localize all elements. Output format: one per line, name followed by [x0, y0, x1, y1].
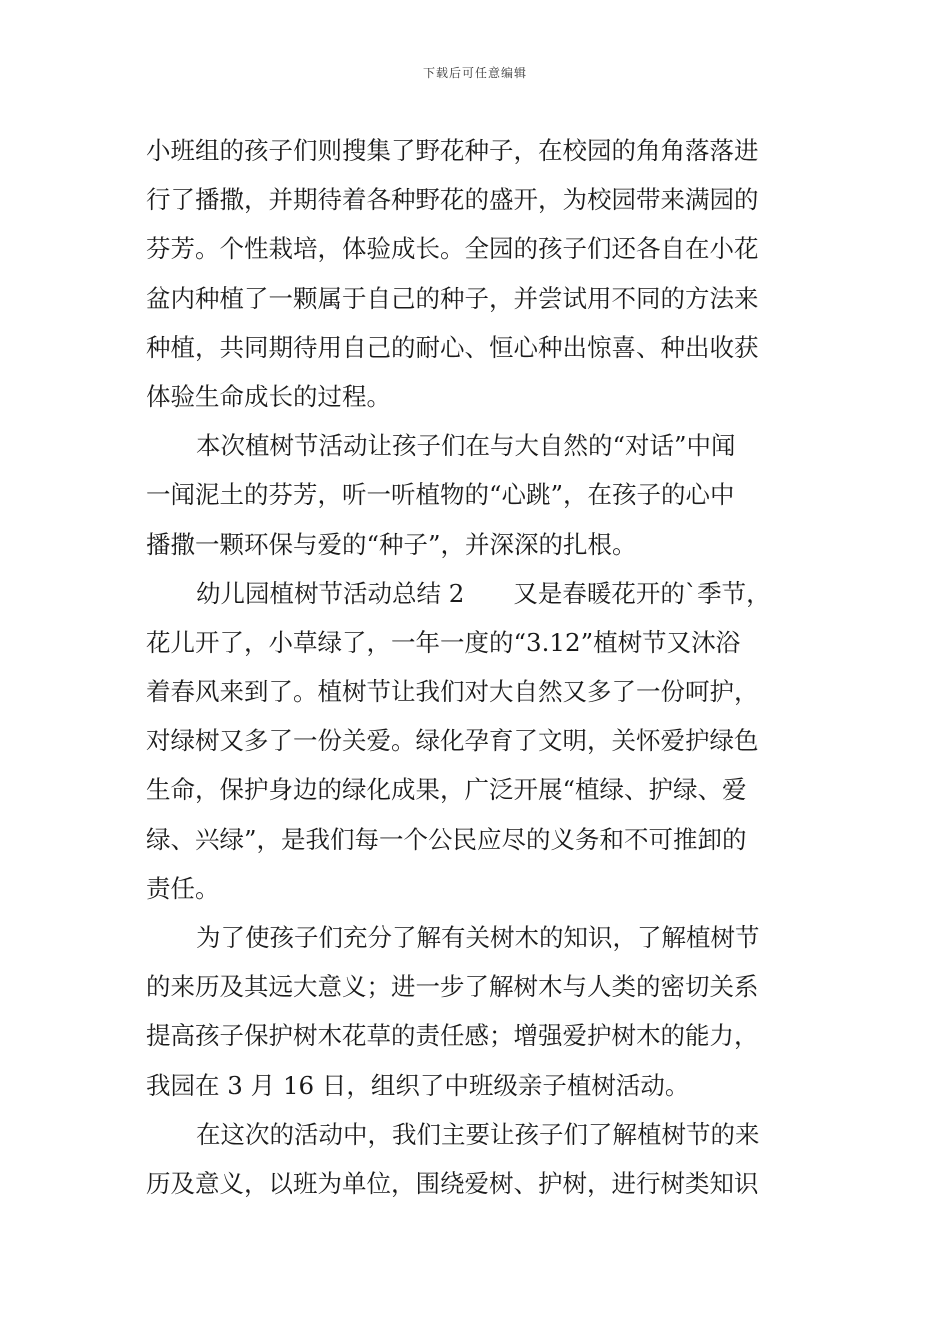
text-line: 历及意义，以班为单位，围绕爱树、护树，进行树类知识: [146, 1168, 759, 1198]
text-line: 一闻泥土的芬芳，听一听植物的“心跳”，在孩子的心中: [146, 480, 735, 510]
text-line: 的来历及其远大意义；进一步了解树木与人类的密切关系: [146, 972, 759, 1002]
document-body: [146, 126, 814, 1208]
text-line: 体验生命成长的过程。: [146, 381, 391, 411]
text-line: 花儿开了，小草绿了，一年一度的“3.12”植树节又沐浴: [146, 627, 741, 657]
text-line: 本次植树节活动让孩子们在与大自然的“对话”中闻: [196, 431, 736, 461]
text-line: 我园在 3 月 16 日，组织了中班级亲子植树活动。: [146, 1070, 690, 1100]
text-line: 小班组的孩子们则搜集了野花种子，在校园的角角落落进: [146, 136, 759, 165]
text-line: 播撒一颗环保与爱的“种子”，并深深的扎根。: [146, 529, 637, 559]
text-line: 幼儿园植树节活动总结 2 又是春暖花开的`季节，: [196, 578, 771, 608]
text-line: 芬芳。个性栽培，体验成长。全园的孩子们还各自在小花: [146, 234, 759, 264]
text-line: 在这次的活动中，我们主要让孩子们了解植树节的来: [196, 1119, 760, 1149]
text-line: 为了使孩子们充分了解有关树木的知识，了解植树节: [196, 923, 760, 952]
text-line: 责任。: [146, 873, 220, 903]
text-line: 对绿树又多了一份关爱。绿化孕育了文明，关怀爱护绿色: [146, 726, 759, 756]
text-line: 着春风来到了。植树节让我们对大自然又多了一份呵护，: [146, 677, 759, 707]
page-header: 下载后可任意编辑: [422, 66, 527, 80]
text-line: 盆内种植了一颗属于自己的种子，并尝试用不同的方法来: [146, 283, 759, 313]
text-line: 种植，共同期待用自己的耐心、恒心种出惊喜、种出收获: [146, 332, 759, 362]
text-line: 绿、兴绿”，是我们每一个公民应尽的义务和不可推卸的: [146, 824, 747, 854]
text-line: 提高孩子保护树木花草的责任感；增强爱护树木的能力，: [146, 1021, 759, 1051]
text-line: 生命，保护身边的绿化成果，广泛开展“植绿、护绿、爱: [146, 775, 747, 805]
text-line: 行了播撒，并期待着各种野花的盛开，为校园带来满园的: [146, 185, 759, 215]
